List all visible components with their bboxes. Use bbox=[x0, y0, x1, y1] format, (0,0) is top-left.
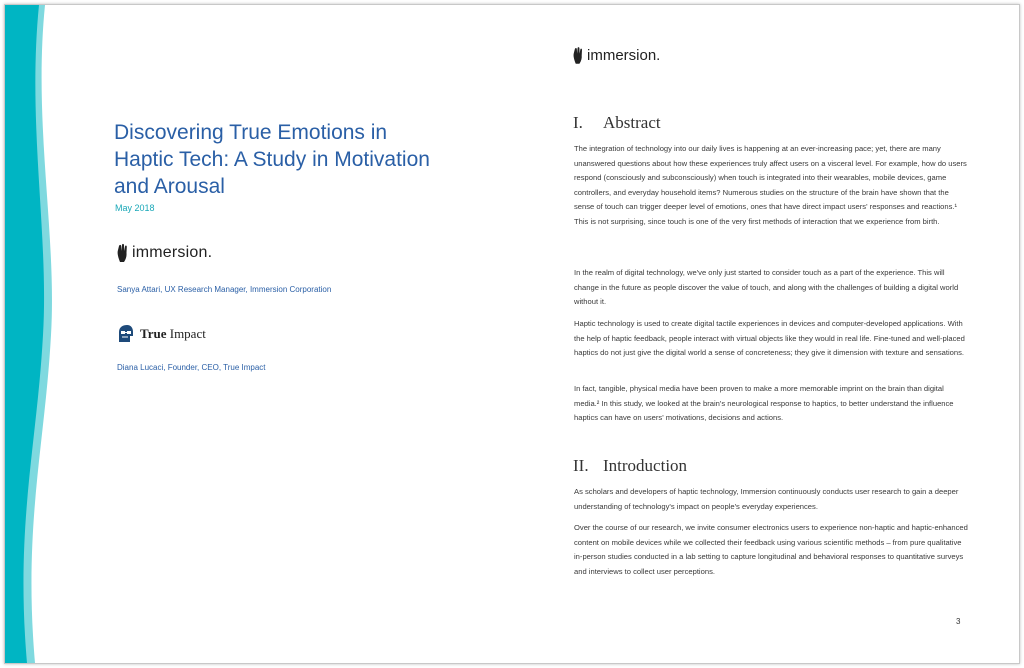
page-number: 3 bbox=[956, 617, 961, 626]
author-line-1: Sanya Attari, UX Research Manager, Immersion Corporation bbox=[117, 285, 332, 294]
cover-page bbox=[5, 5, 525, 663]
abstract-paragraph-3: Haptic technology is used to create digital tactile experiences in devices and computer-developed applications. With the help of haptic feedback, people interact with virtual objects like they would in real life. Fine-tuned and well-placed haptics do not just give the digital world a sense of concreteness; they give it dimension with texture and sensations. bbox=[574, 319, 965, 358]
section-heading-abstract bbox=[573, 113, 661, 133]
true-impact-wordmark: True Impact bbox=[140, 326, 206, 341]
author-line-2: Diana Lucaci, Founder, CEO, True Impact bbox=[117, 363, 266, 372]
abstract-paragraph-4: In fact, tangible, physical media have been proven to make a more memorable imprint on the brain than digital media.² In this study, we looked at the brain's neurological response to haptics, to better understand the influence haptics can have on users' motivations, decisions and actions. bbox=[574, 384, 954, 423]
section-heading-introduction bbox=[573, 456, 687, 476]
section-title: Abstract bbox=[603, 113, 661, 132]
immersion-header-wordmark: immersion. bbox=[587, 47, 661, 64]
true-impact-logo bbox=[117, 324, 206, 344]
document-spread bbox=[4, 4, 1020, 664]
report-title: Discovering True Emotions in Haptic Tech: A Study in Motivation and Arousal bbox=[114, 121, 430, 198]
true-impact-head-logo-icon bbox=[117, 324, 135, 344]
immersion-wordmark: immersion. bbox=[132, 244, 213, 261]
content-page bbox=[525, 5, 1019, 663]
introduction-paragraph-1: As scholars and developers of haptic technology, Immersion continuously conducts user research to gain a deeper understanding of technology's impact on people's everyday experiences. bbox=[574, 487, 959, 511]
report-date: May 2018 bbox=[115, 203, 155, 213]
immersion-hand-logo-icon bbox=[573, 46, 584, 65]
abstract-paragraph-1: The integration of technology into our daily lives is happening at an ever-increasing pace; yet, there are many unanswered questions about how these experiences truly affect users on a visceral level. For example, how do users respond (consciously and subconsciously) when touch is integrated into their wearables, mobile devices, game controllers, and everyday household items? Numerous studies on the structure of the brain have shown that the sense of touch can trigger deeper level of emotions, ones that have direct impact users' responses and reactions.¹ This is not surprising, since touch is one of the very first methods of interaction that we experience from birth. bbox=[574, 144, 967, 226]
abstract-paragraph-2: In the realm of digital technology, we've only just started to consider touch as a part of the experience. This will change in the future as people discover the value of touch, and along with the challenges of building a digital world without it. bbox=[574, 268, 959, 307]
immersion-header-logo bbox=[573, 46, 660, 65]
immersion-logo bbox=[117, 243, 212, 263]
teal-wave-decoration bbox=[5, 5, 69, 663]
section-numeral: II. bbox=[573, 456, 589, 475]
section-title: Introduction bbox=[603, 456, 688, 475]
introduction-paragraph-2: Over the course of our research, we invite consumer electronics users to experience non-haptic and haptic-enhanced content on mobile devices while we collected their feedback using various scientific methods – from pure qualitative in-person studies conducted in a lab setting to capture longitudinal and behavioral responses to quantitative surveys and interviews to collect user perceptions. bbox=[574, 523, 968, 576]
immersion-hand-logo-icon bbox=[117, 243, 129, 263]
section-numeral: I. bbox=[573, 113, 583, 132]
